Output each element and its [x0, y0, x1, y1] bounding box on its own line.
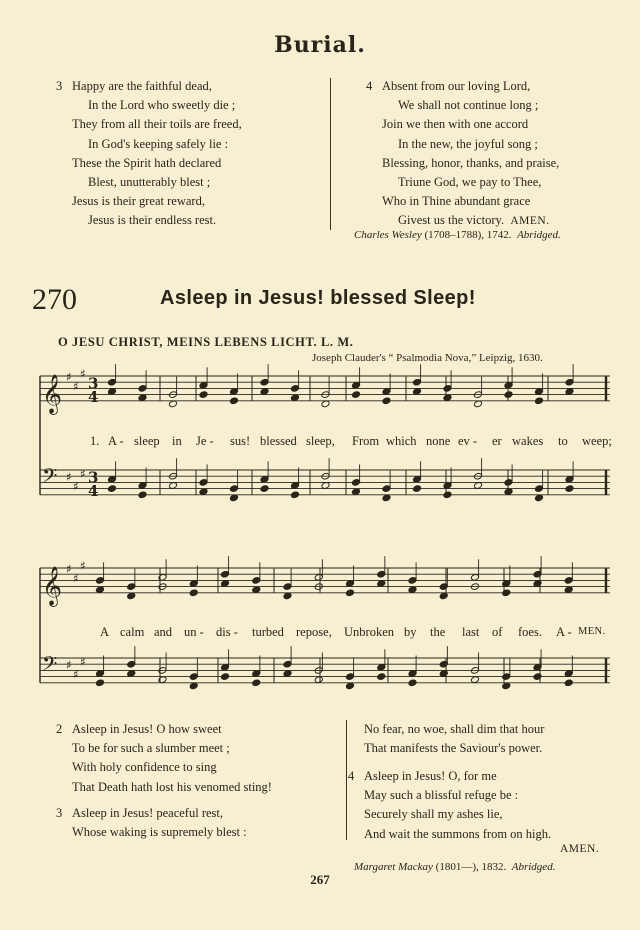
- sharp-sign: ♯: [73, 667, 79, 682]
- lyric-syllable: repose,: [296, 625, 332, 639]
- lyric-syllable: A -: [556, 625, 572, 639]
- note-head: [252, 577, 261, 585]
- verse-number: 3: [56, 806, 63, 820]
- note-head: [377, 673, 386, 681]
- sharp-sign: ♯: [66, 658, 72, 673]
- verse-line: In the new, the joyful song ;: [398, 136, 538, 151]
- note-head: [382, 485, 391, 493]
- author-name: Charles Wesley: [354, 229, 422, 241]
- lyric-syllable: sleep: [134, 434, 160, 448]
- sharp-sign: ♯: [80, 558, 86, 573]
- lyric-syllable: ev -: [458, 434, 478, 448]
- verse-line: No fear, no woe, shall dim that hour: [364, 722, 545, 736]
- note-head: [291, 491, 300, 499]
- note-head: [108, 378, 117, 386]
- lyric-syllable: un -: [184, 625, 204, 639]
- sharp-sign: ♯: [73, 571, 79, 586]
- lyric-syllable: Je -: [196, 434, 214, 448]
- author-name: Margaret Mackay: [354, 861, 433, 873]
- note-head: [346, 589, 355, 597]
- verse-line: In God's keeping safely lie :: [88, 136, 229, 151]
- note-head: [408, 577, 417, 585]
- note-head: [96, 679, 105, 687]
- verse-line: And wait the summons from on high.: [364, 826, 552, 841]
- lyric-syllable: A -: [108, 434, 124, 448]
- note-head: [564, 577, 573, 585]
- sharp-sign: ♯: [73, 479, 79, 494]
- note-head: [252, 679, 261, 687]
- note-head: [199, 391, 208, 399]
- time-signature-bottom: 4: [88, 481, 99, 500]
- verse-3: [56, 804, 247, 842]
- note-head: [377, 570, 386, 578]
- lyric-syllable: MEN.: [578, 626, 606, 637]
- sharp-sign: ♯: [66, 370, 72, 384]
- lyric-syllable: er: [492, 434, 502, 448]
- verse-line: Asleep in Jesus! O, for me: [364, 769, 497, 783]
- lyric-syllable: weep;: [582, 434, 612, 448]
- author-dates: (1708–1788), 1742.: [424, 229, 512, 241]
- note-head: [504, 479, 513, 487]
- verse-line: Whose waking is supremely blest :: [72, 825, 247, 840]
- note-head: [230, 397, 239, 405]
- sharp-sign: ♯: [80, 366, 86, 381]
- lyrics-line-2: [0, 625, 640, 643]
- verse-line: Givest us the victory.: [398, 213, 505, 228]
- verse-number: 2: [56, 722, 63, 736]
- note-head: [439, 583, 448, 591]
- note-head: [504, 391, 513, 399]
- note-head: [413, 485, 422, 493]
- lyric-syllable: none: [426, 434, 451, 448]
- note-head: [230, 485, 239, 493]
- treble-clef: 𝄞: [42, 373, 63, 414]
- lyric-syllable: and: [154, 625, 173, 639]
- note-head: [291, 385, 300, 393]
- verse-line: Absent from our loving Lord,: [382, 79, 531, 93]
- sharp-sign: ♯: [80, 467, 86, 482]
- note-head: [535, 397, 544, 405]
- lyric-syllable: by: [404, 625, 417, 639]
- note-head: [443, 385, 452, 393]
- verse-line: Asleep in Jesus! peaceful rest,: [72, 806, 223, 820]
- note-head: [565, 378, 574, 386]
- time-signature-top: 3: [88, 374, 99, 393]
- bass-clef: 𝄢: [42, 464, 58, 493]
- section-title: Burial.: [274, 32, 366, 58]
- verse-3-continued: [364, 720, 544, 758]
- verse-number: 4: [366, 79, 373, 93]
- lyric-syllable: blessed: [260, 434, 297, 448]
- verse-line: That manifests the Saviour's power.: [364, 741, 543, 756]
- lyric-syllable: turbed: [252, 625, 284, 639]
- note-head: [108, 485, 117, 493]
- sharp-sign: ♯: [66, 562, 72, 576]
- verse-line: Join we then with one accord: [382, 117, 529, 132]
- time-signature-top: 3: [88, 468, 99, 487]
- hymn-number: 270: [32, 283, 77, 316]
- verse-line: They from all their toils are freed,: [72, 117, 242, 132]
- verse-line: Blest, unutterably blest ;: [88, 175, 211, 190]
- note-head: [127, 583, 136, 591]
- note-head: [439, 660, 448, 668]
- verse-4: [348, 767, 552, 844]
- lyric-syllable: which: [386, 434, 417, 448]
- hymn-title: Asleep in Jesus! blessed Sleep!: [160, 287, 476, 309]
- lyric-syllable: of: [492, 625, 503, 639]
- verse-line: Asleep in Jesus! O how sweet: [72, 722, 222, 736]
- lyric-syllable: last: [462, 625, 480, 639]
- sharp-sign: ♯: [73, 379, 79, 394]
- verse-line: Who in Thine abundant grace: [382, 194, 531, 209]
- amen-label: AMEN.: [510, 215, 550, 228]
- verse-2: [56, 720, 272, 797]
- verse-number: 4: [348, 769, 355, 783]
- lyric-syllable: From: [352, 434, 380, 448]
- note-head: [533, 673, 542, 681]
- lyric-syllable: 1.: [90, 434, 100, 448]
- note-head: [260, 485, 269, 493]
- verse-line: Triune God, we pay to Thee,: [398, 175, 542, 190]
- verse-line: In the Lord who sweetly die ;: [88, 98, 236, 113]
- verse-line: To be for such a slumber meet ;: [72, 741, 230, 756]
- note-head: [138, 491, 147, 499]
- column-divider: [346, 720, 347, 840]
- note-head: [96, 577, 105, 585]
- verse-line: Jesus is their endless rest.: [88, 213, 217, 228]
- lyric-syllable: dis -: [216, 625, 238, 639]
- verse-line: May such a blissful refuge be :: [364, 788, 519, 803]
- note-head: [413, 378, 422, 386]
- lyric-syllable: A: [100, 625, 110, 639]
- note-head: [564, 679, 573, 687]
- author-dates: (1801—), 1832.: [435, 861, 507, 873]
- tune-source: Joseph Clauder's “ Psalmodia Nova,” Leipzig, 1630.: [312, 352, 543, 364]
- lyric-syllable: the: [430, 625, 446, 639]
- note-head: [535, 485, 544, 493]
- lyric-syllable: Unbroken: [344, 625, 394, 639]
- note-head: [408, 679, 417, 687]
- abridged-note: Abridged.: [511, 861, 556, 873]
- sharp-sign: ♯: [80, 655, 86, 670]
- note-head: [565, 485, 574, 493]
- verse-line: That Death hath lost his venomed sting!: [72, 779, 272, 794]
- lyric-syllable: in: [172, 434, 182, 448]
- note-head: [502, 589, 511, 597]
- note-head: [283, 660, 292, 668]
- time-signature-bottom: 4: [88, 387, 99, 406]
- verse-number: 3: [56, 79, 63, 93]
- note-head: [199, 479, 208, 487]
- lyrics-line-1: [0, 434, 640, 452]
- lyric-syllable: foes.: [518, 625, 542, 639]
- tune-name: O JESU CHRIST, MEINS LEBENS LICHT. L. M.: [58, 335, 354, 349]
- verse-line: Happy are the faithful dead,: [72, 79, 212, 93]
- verse-line: Jesus is their great reward,: [72, 194, 205, 209]
- verse-line: These the Spirit hath declared: [72, 155, 222, 170]
- lyric-syllable: sleep,: [306, 434, 335, 448]
- verse-line: Blessing, honor, thanks, and praise,: [382, 155, 560, 170]
- abridged-note: Abridged.: [517, 229, 561, 241]
- bass-clef: 𝄢: [42, 652, 58, 681]
- note-head: [533, 570, 542, 578]
- treble-clef: 𝄞: [42, 565, 63, 606]
- note-head: [352, 479, 361, 487]
- note-head: [127, 660, 136, 668]
- note-head: [221, 570, 230, 578]
- lyric-syllable: to: [558, 434, 568, 448]
- note-head: [382, 397, 391, 405]
- lyric-syllable: sus!: [230, 434, 251, 448]
- note-head: [502, 673, 511, 681]
- note-head: [352, 391, 361, 399]
- verse-line: We shall not continue long ;: [398, 98, 539, 113]
- note-head: [346, 673, 355, 681]
- page-number: 267: [310, 872, 330, 887]
- note-head: [138, 385, 147, 393]
- note-head: [443, 491, 452, 499]
- amen-label: AMEN.: [560, 843, 600, 855]
- note-head: [221, 673, 230, 681]
- lyric-syllable: calm: [120, 625, 145, 639]
- verse-line: Securely shall my ashes lie,: [364, 807, 503, 822]
- note-head: [283, 583, 292, 591]
- verse-line: With holy confidence to sing: [72, 760, 217, 775]
- note-head: [260, 378, 269, 386]
- sharp-sign: ♯: [66, 470, 72, 485]
- note-head: [189, 673, 198, 681]
- note-head: [189, 589, 198, 597]
- lyric-syllable: wakes: [512, 434, 544, 448]
